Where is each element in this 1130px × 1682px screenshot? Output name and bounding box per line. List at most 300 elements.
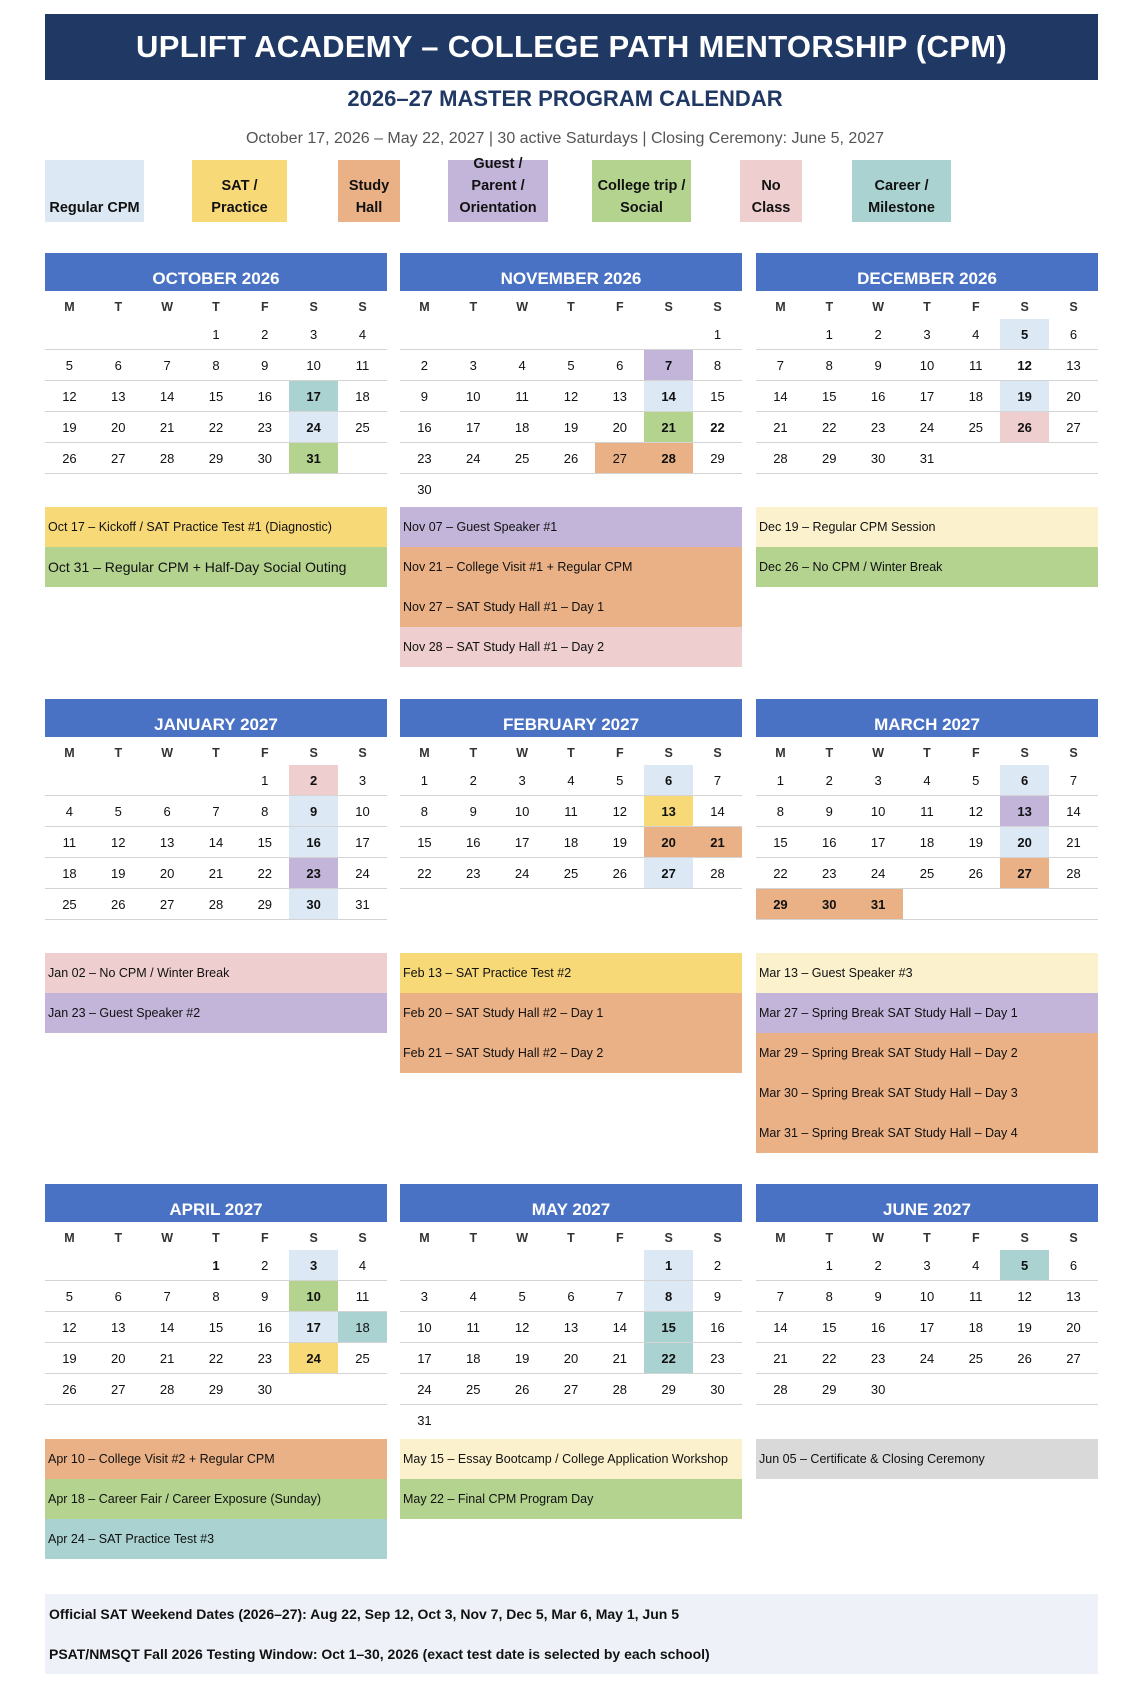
day-cell: 1 — [825, 1258, 833, 1273]
day-cell: 18 — [968, 1320, 984, 1335]
empty-day-cell — [94, 1250, 143, 1280]
day-cell: 5 — [616, 773, 624, 788]
month-events-list — [45, 507, 387, 587]
day-cell: 10 — [466, 389, 481, 404]
day-cell: 13 — [1066, 358, 1081, 373]
day-cell: 4 — [972, 327, 980, 342]
day-cell: 2 — [874, 1258, 882, 1273]
day-cell: 18 — [514, 420, 530, 435]
week-row — [400, 827, 742, 858]
event-item: Oct 31 – Regular CPM + Half-Day Social Outing — [45, 547, 387, 587]
day-cell: 30 — [289, 889, 338, 919]
empty-day-cell — [449, 1250, 498, 1280]
month-events-list — [400, 507, 742, 667]
day-cell: 8 — [261, 804, 269, 819]
day-cell: 4 — [923, 773, 931, 788]
weekday-label: M — [775, 300, 786, 314]
day-cell: 17 — [919, 389, 935, 404]
weekday-label: T — [114, 1231, 123, 1245]
empty-day-cell — [498, 1405, 547, 1435]
day-cell: 10 — [355, 804, 370, 819]
day-cell: 18 — [355, 389, 370, 404]
day-cell: 21 — [693, 827, 742, 857]
day-cell: 17 — [870, 835, 886, 850]
empty-day-cell — [903, 889, 952, 919]
day-cell: 14 — [710, 804, 725, 819]
empty-day-cell — [400, 319, 449, 349]
empty-day-cell — [1000, 1374, 1049, 1404]
day-cell: 1 — [420, 773, 429, 788]
program-info-line: October 17, 2026 – May 22, 2027 | 30 active Saturdays | Closing Ceremony: June 5, 2027 — [245, 130, 885, 147]
day-cell: 14 — [1066, 804, 1081, 819]
day-cell: 18 — [466, 1351, 481, 1366]
day-cell: 31 — [417, 1413, 432, 1428]
day-cell: 11 — [466, 1320, 481, 1335]
empty-day-cell — [192, 765, 241, 795]
event-item: Nov 21 – College Visit #1 + Regular CPM — [400, 547, 742, 587]
day-cell: 10 — [870, 804, 886, 819]
day-cell: 23 — [710, 1351, 725, 1366]
day-cell: 28 — [612, 1382, 628, 1397]
day-cell: 6 — [1069, 1258, 1078, 1273]
week-row — [400, 765, 742, 796]
day-cell: 15 — [208, 389, 224, 404]
day-cell: 3 — [420, 1289, 429, 1304]
weekday-label: W — [161, 300, 174, 314]
empty-day-cell — [903, 1374, 952, 1404]
legend-item-trip: College trip / Social — [592, 160, 691, 222]
day-cell: 27 — [159, 897, 175, 912]
day-cell: 11 — [564, 804, 578, 819]
weekday-label: S — [309, 300, 318, 314]
day-cell: 12 — [1017, 1289, 1032, 1304]
day-cell: 25 — [563, 866, 579, 881]
empty-day-cell — [951, 443, 1000, 473]
month-calendar — [400, 1184, 742, 1436]
day-cell: 12 — [514, 1320, 530, 1335]
empty-day-cell — [644, 319, 693, 349]
day-cell: 19 — [612, 835, 628, 850]
weekday-header-row — [45, 291, 387, 319]
day-cell: 16 — [822, 835, 837, 850]
day-cell: 5 — [1000, 319, 1049, 349]
day-cell: 2 — [420, 358, 429, 373]
empty-day-cell — [693, 1405, 742, 1435]
weekday-label: M — [775, 1231, 786, 1245]
empty-day-cell — [1000, 889, 1049, 919]
day-cell: 30 — [710, 1382, 725, 1397]
day-cell: 22 — [644, 1343, 693, 1373]
day-cell: 27 — [595, 443, 644, 473]
day-cell: 1 — [261, 773, 269, 788]
legend-item-sat: SAT / Practice — [192, 160, 287, 222]
week-row — [45, 827, 387, 858]
day-cell: 23 — [289, 858, 338, 888]
day-cell: 2 — [713, 1258, 722, 1273]
day-cell: 16 — [257, 389, 273, 404]
day-cell: 19 — [1017, 1320, 1032, 1335]
day-cell: 20 — [159, 866, 175, 881]
day-cell: 16 — [257, 1320, 273, 1335]
day-cell: 7 — [212, 804, 220, 819]
week-row — [756, 889, 1098, 920]
month-calendar — [756, 1184, 1098, 1405]
day-cell: 3 — [289, 1250, 338, 1280]
week-row — [45, 1281, 387, 1312]
week-row — [45, 1374, 387, 1405]
day-cell: 30 — [870, 451, 886, 466]
day-cell: 21 — [644, 412, 693, 442]
day-cell: 21 — [612, 1351, 628, 1366]
day-cell: 10 — [417, 1320, 432, 1335]
week-row — [400, 474, 742, 505]
empty-day-cell — [45, 1250, 94, 1280]
weekday-label: T — [567, 746, 575, 760]
empty-day-cell — [1049, 889, 1098, 919]
weekday-label: T — [114, 300, 123, 314]
day-cell: 5 — [972, 773, 980, 788]
day-cell: 14 — [612, 1320, 628, 1335]
day-cell: 21 — [159, 1351, 175, 1366]
weekday-label: W — [872, 300, 885, 314]
weekday-label: W — [161, 1231, 174, 1245]
day-cell: 19 — [62, 420, 77, 435]
day-cell: 26 — [968, 866, 984, 881]
day-cell: 19 — [111, 866, 126, 881]
weekday-label: S — [1020, 300, 1029, 314]
legend-item-career: Career / Milestone — [852, 160, 951, 222]
weekday-label: F — [615, 300, 624, 314]
day-cell: 16 — [870, 389, 886, 404]
day-cell: 5 — [65, 358, 74, 373]
empty-day-cell — [756, 1250, 805, 1280]
empty-day-cell — [595, 1250, 644, 1280]
weekday-label: W — [161, 746, 174, 760]
week-row — [756, 1312, 1098, 1343]
day-cell: 24 — [919, 1351, 935, 1366]
day-cell: 3 — [469, 358, 477, 373]
empty-day-cell — [951, 1374, 1000, 1404]
weekday-label: F — [615, 746, 624, 760]
day-cell: 27 — [1000, 858, 1049, 888]
day-cell: 1 — [713, 327, 722, 342]
day-cell: 27 — [563, 1382, 579, 1397]
day-cell: 6 — [1000, 765, 1049, 795]
month-events-list — [756, 1439, 1098, 1479]
day-cell: 14 — [773, 1320, 788, 1335]
weekday-label: T — [567, 300, 575, 314]
weekday-header-row — [45, 737, 387, 765]
day-cell: 1 — [212, 1258, 220, 1273]
day-cell: 25 — [968, 420, 984, 435]
day-cell: 7 — [1069, 773, 1078, 788]
month-header: NOVEMBER 2026 — [400, 253, 742, 291]
month-calendar — [756, 253, 1098, 474]
weekday-label: F — [971, 746, 980, 760]
weekday-label: S — [358, 300, 367, 314]
day-cell: 3 — [923, 327, 931, 342]
day-cell: 2 — [874, 327, 882, 342]
weekday-label: T — [469, 746, 478, 760]
day-cell: 22 — [822, 1351, 837, 1366]
day-cell: 17 — [919, 1320, 935, 1335]
day-cell: 6 — [644, 765, 693, 795]
day-cell: 13 — [1000, 796, 1049, 826]
day-cell: 26 — [514, 1382, 530, 1397]
empty-day-cell — [595, 1405, 644, 1435]
day-cell: 15 — [822, 1320, 837, 1335]
day-cell: 13 — [111, 1320, 126, 1335]
day-cell: 29 — [756, 889, 805, 919]
weekday-label: W — [872, 1231, 885, 1245]
week-row — [400, 796, 742, 827]
empty-day-cell — [595, 474, 644, 504]
weekday-label: M — [64, 300, 75, 314]
empty-day-cell — [951, 889, 1000, 919]
weekday-header-row — [400, 737, 742, 765]
day-cell: 17 — [514, 835, 530, 850]
day-cell: 8 — [212, 1289, 220, 1304]
month-calendar — [756, 699, 1098, 920]
day-cell: 23 — [257, 1351, 273, 1366]
empty-day-cell — [449, 474, 498, 504]
weekday-label: S — [1069, 1231, 1078, 1245]
day-cell: 9 — [713, 1289, 722, 1304]
day-cell: 4 — [518, 358, 526, 373]
weekday-label: T — [825, 746, 834, 760]
week-row — [45, 381, 387, 412]
day-cell: 16 — [289, 827, 338, 857]
day-cell: 13 — [612, 389, 628, 404]
day-cell: 13 — [644, 796, 693, 826]
weekday-label: S — [1020, 746, 1029, 760]
event-item: Dec 26 – No CPM / Winter Break — [756, 547, 1098, 587]
day-cell: 20 — [1066, 389, 1081, 404]
event-item: May 22 – Final CPM Program Day — [400, 1479, 742, 1519]
day-cell: 6 — [1069, 327, 1078, 342]
day-cell: 23 — [870, 1351, 886, 1366]
weekday-label: T — [469, 300, 478, 314]
day-cell: 26 — [62, 451, 77, 466]
day-cell: 25 — [919, 866, 935, 881]
day-cell: 4 — [567, 773, 575, 788]
month-calendar — [400, 699, 742, 889]
legend-item-regular: Regular CPM — [45, 160, 144, 222]
month-header: APRIL 2027 — [45, 1184, 387, 1222]
day-cell: 4 — [358, 1258, 367, 1273]
month-events-list — [45, 953, 387, 1033]
day-cell: 6 — [163, 804, 171, 819]
empty-day-cell — [1049, 443, 1098, 473]
weekday-label: F — [260, 300, 269, 314]
event-item: Mar 29 – Spring Break SAT Study Hall – Day 2 — [756, 1033, 1098, 1073]
day-cell: 29 — [208, 451, 224, 466]
day-cell: 30 — [870, 1382, 886, 1397]
day-cell: 4 — [65, 804, 74, 819]
day-cell: 12 — [62, 1320, 77, 1335]
empty-day-cell — [498, 1250, 547, 1280]
weekday-label: F — [260, 1231, 269, 1245]
week-row — [756, 1374, 1098, 1405]
day-cell: 22 — [822, 420, 837, 435]
day-cell: 19 — [514, 1351, 530, 1366]
weekday-label: M — [419, 300, 430, 314]
day-cell: 13 — [563, 1320, 579, 1335]
week-row — [400, 1343, 742, 1374]
event-item: Jan 02 – No CPM / Winter Break — [45, 953, 387, 993]
week-row — [45, 858, 387, 889]
day-cell: 7 — [644, 350, 693, 380]
day-cell: 6 — [616, 358, 624, 373]
weekday-label: S — [664, 1231, 673, 1245]
day-cell: 2 — [469, 773, 477, 788]
empty-day-cell — [1000, 443, 1049, 473]
day-cell: 12 — [612, 804, 628, 819]
event-item: Nov 28 – SAT Study Hall #1 – Day 2 — [400, 627, 742, 667]
event-item: Feb 20 – SAT Study Hall #2 – Day 1 — [400, 993, 742, 1033]
calendar-subtitle: 2026–27 MASTER PROGRAM CALENDAR — [347, 86, 783, 111]
day-cell: 16 — [870, 1320, 886, 1335]
event-item: Mar 13 – Guest Speaker #3 — [756, 953, 1098, 993]
day-cell: 28 — [1066, 866, 1081, 881]
day-cell: 3 — [874, 773, 882, 788]
day-cell: 10 — [919, 1289, 935, 1304]
day-cell: 20 — [111, 1351, 126, 1366]
day-cell: 11 — [920, 804, 934, 819]
day-cell: 16 — [710, 1320, 725, 1335]
empty-day-cell — [143, 319, 192, 349]
day-cell: 23 — [417, 451, 432, 466]
event-item: Apr 10 – College Visit #2 + Regular CPM — [45, 1439, 387, 1479]
day-cell: 21 — [773, 1351, 788, 1366]
day-cell: 2 — [289, 765, 338, 795]
day-cell: 12 — [62, 389, 77, 404]
month-events-list — [400, 1439, 742, 1519]
day-cell: 22 — [208, 420, 224, 435]
day-cell: 21 — [208, 866, 224, 881]
day-cell: 15 — [773, 835, 788, 850]
weekday-label: T — [212, 746, 220, 760]
day-cell: 11 — [355, 1289, 370, 1304]
day-cell: 26 — [1000, 412, 1049, 442]
day-cell: 9 — [874, 358, 882, 373]
day-cell: 12 — [111, 835, 126, 850]
day-cell: 3 — [518, 773, 526, 788]
day-cell: 20 — [644, 827, 693, 857]
empty-day-cell — [595, 319, 644, 349]
weekday-label: W — [872, 746, 885, 760]
day-cell: 1 — [825, 327, 833, 342]
day-cell: 22 — [710, 420, 725, 435]
month-calendar — [400, 253, 742, 505]
day-cell: 22 — [773, 866, 788, 881]
week-row — [756, 1343, 1098, 1374]
month-events-list — [756, 507, 1098, 587]
week-row — [756, 381, 1098, 412]
day-cell: 10 — [289, 1281, 338, 1311]
day-cell: 7 — [776, 358, 785, 373]
day-cell: 10 — [919, 358, 935, 373]
month-header: FEBRUARY 2027 — [400, 699, 742, 737]
day-cell: 27 — [111, 451, 126, 466]
day-cell: 7 — [163, 358, 171, 373]
day-cell: 25 — [968, 1351, 984, 1366]
day-cell: 26 — [62, 1382, 77, 1397]
weekday-label: T — [923, 300, 931, 314]
weekday-label: T — [567, 1231, 575, 1245]
event-item: Dec 19 – Regular CPM Session — [756, 507, 1098, 547]
weekday-label: M — [419, 1231, 430, 1245]
weekday-label: M — [64, 1231, 75, 1245]
empty-day-cell — [644, 1405, 693, 1435]
day-cell: 14 — [208, 835, 224, 850]
week-row — [756, 412, 1098, 443]
week-row — [45, 412, 387, 443]
day-cell: 26 — [563, 451, 579, 466]
footnote-line: Official SAT Weekend Dates (2026–27): Aug 22, Sep 12, Oct 3, Nov 7, Dec 5, Mar 6, May 1, Jun 5 — [45, 1594, 1098, 1634]
weekday-label: T — [469, 1231, 478, 1245]
weekday-header-row — [756, 1222, 1098, 1250]
day-cell: 13 — [159, 835, 175, 850]
day-cell: 13 — [1066, 1289, 1081, 1304]
day-cell: 12 — [1017, 358, 1032, 373]
day-cell: 29 — [710, 451, 725, 466]
legend-item-study: Study Hall — [338, 160, 400, 222]
day-cell: 8 — [825, 1289, 833, 1304]
weekday-label: S — [309, 1231, 318, 1245]
week-row — [400, 1374, 742, 1405]
event-item: Mar 27 – Spring Break SAT Study Hall – Day 1 — [756, 993, 1098, 1033]
day-cell: 26 — [612, 866, 628, 881]
day-cell: 9 — [261, 1289, 269, 1304]
empty-day-cell — [143, 1250, 192, 1280]
day-cell: 30 — [257, 451, 273, 466]
month-events-list — [45, 1439, 387, 1559]
weekday-label: W — [516, 300, 529, 314]
weekday-header-row — [400, 1222, 742, 1250]
day-cell: 7 — [713, 773, 722, 788]
day-cell: 31 — [854, 889, 903, 919]
day-cell: 18 — [919, 835, 935, 850]
week-row — [45, 1250, 387, 1281]
day-cell: 6 — [114, 358, 122, 373]
day-cell: 29 — [822, 451, 837, 466]
week-row — [400, 381, 742, 412]
month-calendar — [45, 1184, 387, 1405]
empty-day-cell — [547, 319, 596, 349]
event-item: May 15 – Essay Bootcamp / College Application Workshop — [400, 1439, 742, 1479]
empty-day-cell — [756, 319, 805, 349]
day-cell: 28 — [773, 451, 788, 466]
week-row — [400, 1250, 742, 1281]
page-title: UPLIFT ACADEMY – COLLEGE PATH MENTORSHIP (CPM) — [45, 14, 1098, 80]
day-cell: 7 — [776, 1289, 785, 1304]
weekday-label: S — [713, 1231, 722, 1245]
week-row — [756, 443, 1098, 474]
week-row — [45, 1343, 387, 1374]
day-cell: 6 — [567, 1289, 575, 1304]
day-cell: 27 — [111, 1382, 126, 1397]
weekday-label: S — [664, 300, 673, 314]
empty-day-cell — [547, 1405, 596, 1435]
weekday-label: F — [615, 1231, 624, 1245]
day-cell: 19 — [62, 1351, 77, 1366]
day-cell: 24 — [919, 420, 935, 435]
week-row — [756, 350, 1098, 381]
day-cell: 27 — [644, 858, 693, 888]
empty-day-cell — [498, 319, 547, 349]
weekday-label: T — [212, 1231, 220, 1245]
